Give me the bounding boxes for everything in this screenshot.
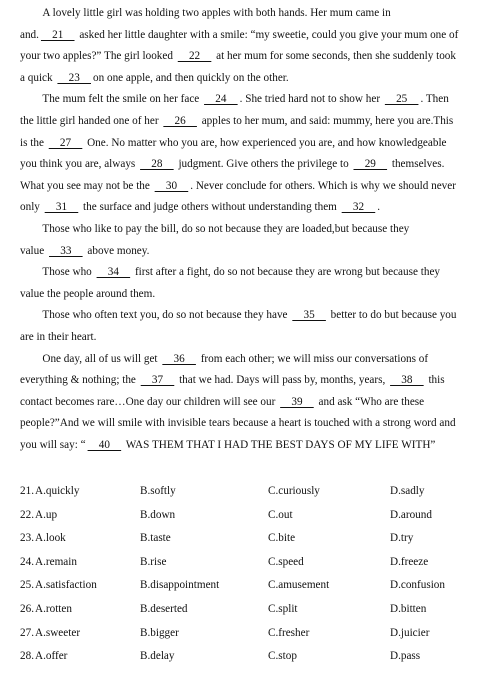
passage-line: a quick 23 on one apple, and then quickly on the other. bbox=[20, 71, 289, 84]
option-c: C.out bbox=[268, 508, 293, 521]
passage-line: people?”And we will smile with invisible tears because a heart is touched with a strong word and bbox=[20, 417, 456, 430]
option-a: A.look bbox=[35, 532, 66, 545]
option-a: A.remain bbox=[35, 555, 77, 568]
option-d: D.try bbox=[390, 532, 414, 545]
question-row bbox=[20, 553, 492, 571]
question-row bbox=[20, 647, 492, 665]
answer-blank: 36 bbox=[162, 352, 196, 365]
passage-line: only 31 the surface and judge others without understanding them 32 . bbox=[20, 201, 381, 214]
option-c: C.amusement bbox=[268, 579, 330, 592]
option-c: C.curiously bbox=[268, 485, 320, 497]
passage-line: value the people around them. bbox=[20, 287, 156, 300]
passage-line: Those who 34 first after a fight, do so not because they are wrong but because they bbox=[20, 266, 440, 279]
option-a: A.satisfaction bbox=[35, 579, 97, 592]
question-row bbox=[20, 576, 492, 594]
answer-blank: 34 bbox=[96, 266, 131, 279]
option-a: A.quickly bbox=[35, 485, 80, 497]
question-number: 21. bbox=[20, 485, 34, 497]
answer-blank: 22 bbox=[177, 50, 212, 63]
answer-blank: 32 bbox=[341, 201, 376, 214]
answer-blank: 26 bbox=[163, 115, 197, 127]
passage-line: you will say: “ 40 WAS THEM THAT I HAD THE BEST DAYS OF MY LIFE WITH” bbox=[20, 439, 436, 451]
option-b: B.softly bbox=[140, 485, 176, 497]
answer-blank: 33 bbox=[49, 244, 83, 257]
option-c: C.stop bbox=[268, 650, 297, 663]
passage-line: are in their heart. bbox=[20, 331, 97, 343]
answer-blank: 39 bbox=[280, 395, 314, 408]
option-c: C.bite bbox=[268, 532, 296, 545]
option-d: D.pass bbox=[390, 650, 421, 663]
passage-line: value 33 above money. bbox=[20, 244, 150, 257]
answer-blank: 25 bbox=[384, 93, 419, 106]
passage-line: A lovely little girl was holding two apples with both hands. Her mum came in bbox=[20, 7, 391, 19]
answer-blank: 35 bbox=[292, 309, 326, 322]
answer-blank: 23 bbox=[57, 71, 91, 84]
passage-line: the little girl handed one of her 26 apples to her mum, and said: mummy, here you are.This bbox=[20, 115, 454, 127]
option-c: C.fresher bbox=[268, 626, 310, 639]
question-row bbox=[20, 506, 492, 524]
option-a: A.rotten bbox=[35, 603, 72, 615]
question-number: 26. bbox=[20, 603, 34, 615]
passage-line: is the 27 One. No matter who you are, how experienced you are, and how knowledgeable bbox=[20, 136, 447, 149]
passage-line: What you see may not be the 30 . Never conclude for others. Which is why we should never bbox=[20, 179, 456, 192]
option-d: D.bitten bbox=[390, 603, 427, 615]
passage-line: Those who often text you, do so not because they have 35 better to do but because you bbox=[20, 309, 457, 322]
answer-blank: 38 bbox=[390, 374, 424, 387]
question-number: 28. bbox=[20, 650, 34, 663]
option-b: B.taste bbox=[140, 532, 171, 545]
option-b: B.down bbox=[140, 508, 176, 521]
question-row bbox=[20, 482, 492, 500]
passage-line: contact becomes rare…One day our children will see our 39 and ask “Who are these bbox=[20, 395, 425, 408]
option-d: D.around bbox=[390, 508, 432, 521]
passage-line: you think you are, always 28 judgment. Give others the privilege to 29 themselves. bbox=[20, 158, 445, 171]
answer-blank: 27 bbox=[48, 136, 83, 149]
answer-blank: 21 bbox=[40, 28, 75, 41]
question-row bbox=[20, 600, 492, 618]
passage-line: One day, all of us will get 36 from each other; we will miss our conversations of bbox=[20, 352, 429, 365]
answer-blank: 40 bbox=[87, 439, 122, 451]
option-b: B.rise bbox=[140, 555, 167, 568]
question-number: 25. bbox=[20, 579, 34, 592]
answer-blank: 29 bbox=[353, 158, 388, 171]
question-number: 27. bbox=[20, 626, 34, 639]
option-c: C.split bbox=[268, 603, 298, 615]
answer-blank: 24 bbox=[204, 93, 238, 106]
option-b: B.disappointment bbox=[140, 579, 220, 592]
answer-blank: 31 bbox=[44, 201, 79, 214]
answer-blank: 28 bbox=[140, 158, 174, 171]
answer-blank: 30 bbox=[154, 179, 189, 192]
question-number: 23. bbox=[20, 532, 34, 545]
passage-line: Those who like to pay the bill, do so not because they are loaded,but because they bbox=[20, 223, 410, 235]
passage-line: and. 21 asked her little daughter with a smile: “my sweetie, could you give your mum one of bbox=[20, 28, 459, 41]
option-b: B.deserted bbox=[140, 603, 188, 615]
passage-line: The mum felt the smile on her face 24 . She tried hard not to show her 25 . Then bbox=[20, 93, 449, 106]
option-a: A.sweeter bbox=[35, 626, 81, 639]
option-d: D.confusion bbox=[390, 579, 445, 592]
question-row bbox=[20, 624, 492, 642]
answer-blank: 37 bbox=[140, 374, 175, 387]
option-a: A.up bbox=[35, 508, 58, 521]
question-number: 24. bbox=[20, 555, 34, 568]
passage-line: everything & nothing; the 37 that we had. Days will pass by, months, years, 38 this bbox=[20, 374, 445, 387]
passage-line: your two apples?” The girl looked 22 at her mum for some seconds, then she suddenly took bbox=[20, 50, 456, 63]
option-d: D.juicier bbox=[390, 626, 430, 639]
option-b: B.delay bbox=[140, 650, 175, 663]
option-b: B.bigger bbox=[140, 626, 179, 639]
option-d: D.freeze bbox=[390, 555, 429, 568]
question-row bbox=[20, 529, 492, 547]
question-number: 22. bbox=[20, 508, 34, 521]
option-a: A.offer bbox=[35, 650, 68, 663]
option-c: C.speed bbox=[268, 555, 304, 568]
option-d: D.sadly bbox=[390, 485, 425, 497]
